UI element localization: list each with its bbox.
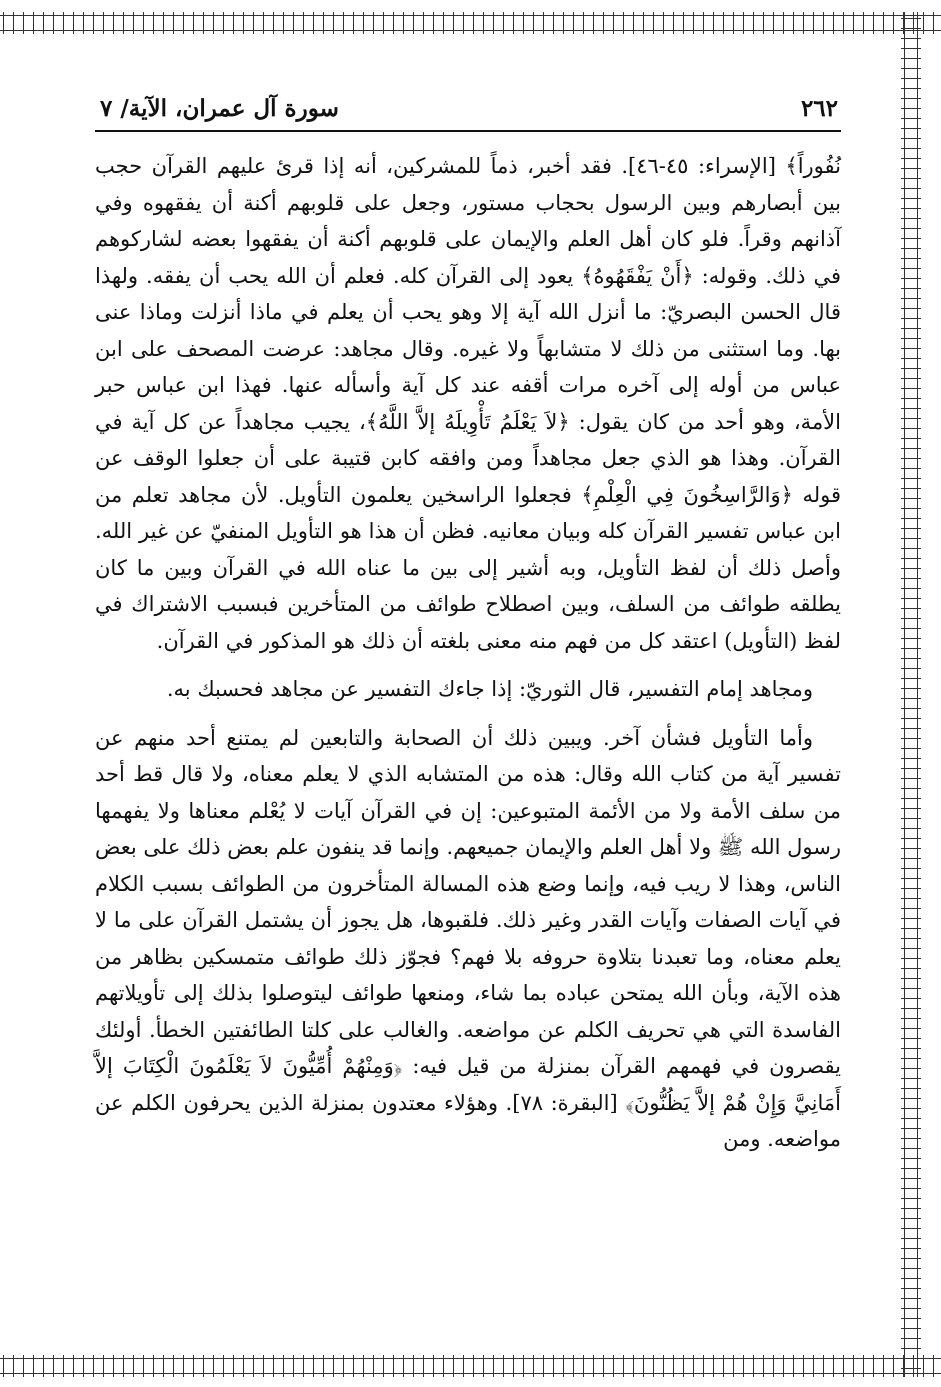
running-title: سورة آل عمران، الآية/ ٧ [100,94,339,122]
paragraph-3: وأما التأويل فشأن آخر. ويبين ذلك أن الصحابة والتابعين لم يمتنع أحد منهم عن تفسير آية من كتاب الله وقال: هذه من المتشابه الذي لا يعلم معناه، ولا قال قط أحد من سلف الأمة ولا من الأئمة المتبوعين: إن في القرآن آيات لا يُعْلم معناها ولا يفهمها رسول الله ﷺ ولا أهل العلم والإيمان جميعهم. وإنما قد ينفون علم بعض ذلك على بعض الناس، وهذا لا ريب فيه، وإنما وضع هذه المسالة المتأخرون من الطوائف بسبب الكلام في آيات الصفات وآيات القدر وغير ذلك. فلقبوها، هل يجوز أن يشتمل القرآن على ما لا يعلم معناه، وما تعبدنا بتلاوة حروفه بلا فهم؟ فجوّز ذلك طوائف متمسكين بظاهر من هذه الآية، وبأن الله يمتحن عباده بما شاء، ومنعها طوائف ليتوصلوا بذلك إلى تأويلاتهم الفاسدة التي هي تحريف الكلم عن مواضعه. والغالب على كلتا الطائفتين الخطأ. أولئك يقصرون في فهمهم القرآن بمنزلة من قيل فيه: ﴿وَمِنْهُمْ أُمِّيُّونَ لاَ يَعْلَمُونَ الْكِتَابَ إلاَّ أَمَانِيَّ وَإِنْ هُمْ إلاَّ يَظُنُّونَ﴾ [البقرة: ٧٨]. وهؤلاء معتدون بمنزلة الذين يحرفون الكلم عن مواضعه. ومن [95,725,841,1151]
page-body [95,148,841,1158]
header-divider [95,130,841,132]
ornamental-border-bottom [0,1355,941,1377]
ornamental-border-right [901,12,921,1377]
paragraph-2: ومجاهد إمام التفسير، قال الثوريّ: إذا جاءك التفسير عن مجاهد فحسبك به. [166,677,813,701]
page-header [100,88,838,128]
paragraph-1: نُفُوراً﴾ [الإسراء: ٤٥-٤٦]. فقد أخبر، ذماً للمشركين، أنه إذا قرئ عليهم القرآن حجب بين أبصارهم وبين الرسول بحجاب مستور، وجعل على قلوبهم أكنة أن يفقهوه وفي آذانهم وقراً. فلو كان أهل العلم والإيمان على قلوبهم أكنة أن يفقهوا بعضه لشاركوهم في ذلك. وقوله: ﴿أَنْ يَفْقَهُوهُ﴾ يعود إلى القرآن كله. فعلم أن الله يحب أن يفقه. ولهذا قال الحسن البصريّ: ما أنزل الله آية إلا وهو يحب أن يعلم في ماذا أنزلت وماذا عنى بها. وما استثنى من ذلك لا متشابهاً ولا غيره. وقال مجاهد: عرضت المصحف على ابن عباس من أوله إلى آخره مرات أقفه عند كل آية وأسأله عنها. فهذا ابن عباس حبر الأمة، وهو أحد من كان يقول: ﴿لاَ يَعْلَمُ تَأْوِيلَهُ إلاَّ اللَّهُ﴾، يجيب مجاهداً عن كل آية في القرآن. وهذا هو الذي جعل مجاهداً ومن وافقه كابن قتيبة على أن جعلوا الوقف عن قوله ﴿وَالرَّاسِخُونَ فِي الْعِلْمِ﴾ فجعلوا الراسخين يعلمون التأويل. لأن مجاهد تعلم من ابن عباس تفسير القرآن كله وبيان معانيه. فظن أن هذا هو التأويل المنفيّ عن غير الله. وأصل ذلك أن لفظ التأويل، وبه أشير إلى بين ما عناه الله في القرآن وبين ما كان يطلقه طوائف من السلف، وبين اصطلاح طوائف من المتأخرين فبسبب الاشتراك في لفظ (التأويل) اعتقد كل من فهم منه معنى بلغته أن ذلك هو المذكور في القرآن. [95,154,841,653]
ornamental-border-top [0,12,941,34]
page-number: ٢٦٢ [800,94,838,122]
